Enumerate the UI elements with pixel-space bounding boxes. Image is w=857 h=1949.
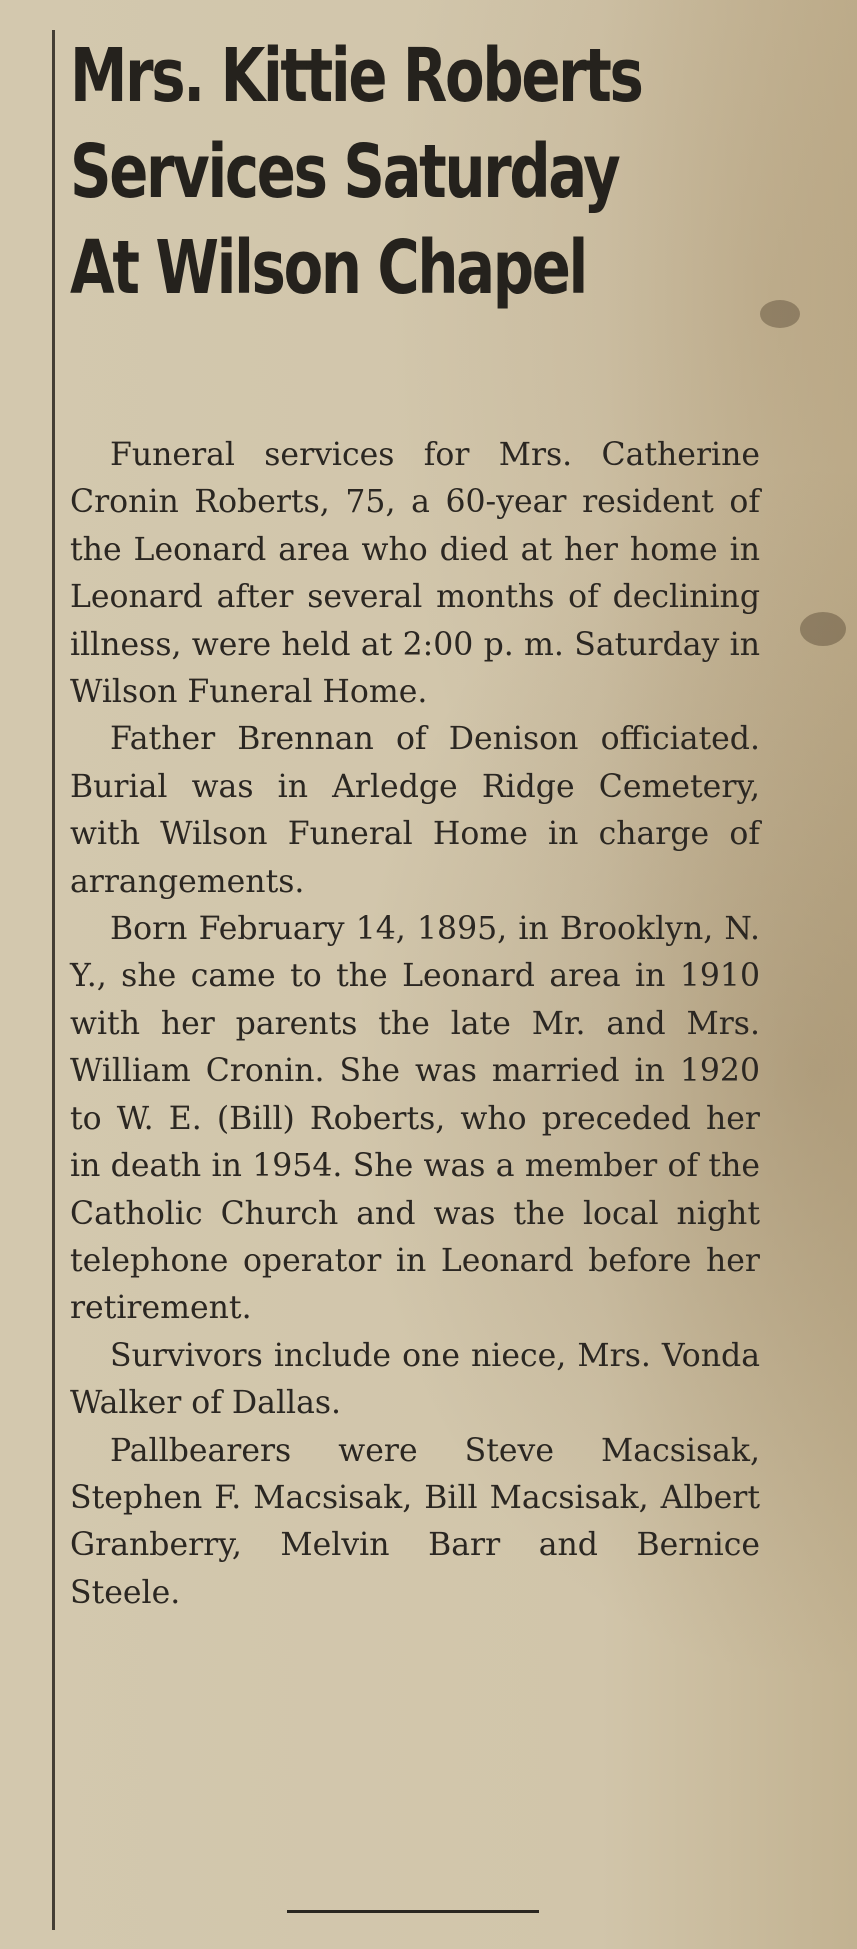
paragraph-survivors: Survivors include one niece, Mrs. Vonda Walker of Dallas. (70, 1337, 760, 1422)
paper-damage-mark (800, 612, 846, 646)
paragraph-burial: Father Brennan of Denison officiated. Burial was in Arledge Ridge Cemetery, with Wilson Funeral Home in charge of arrangements. (70, 721, 760, 900)
headline (70, 28, 642, 316)
column-rule (52, 30, 55, 1930)
paragraph-pallbearers: Pallbearers were Steve Macsisak, Stephen F. Macsisak, Bill Macsisak, Albert Granberry, Melvin Barr and Bernice Steele. (70, 1432, 760, 1611)
paragraph-funeral-services: Funeral services for Mrs. Catherine Cronin Roberts, 75, a 60-year resident of the Leonard area who died at her home in Leonard after several months of declining illness, were held at 2:00 p. m. Saturday in Wilson Funeral Home. (70, 437, 760, 711)
headline-line-1: Mrs. Kittie Roberts (70, 33, 642, 119)
end-rule (287, 1910, 539, 1913)
paragraph-biography: Born February 14, 1895, in Brooklyn, N. Y., she came to the Leonard area in 1910 with her parents the late Mr. and Mrs. William Cronin. She was married in 1920 to W. E. (Bill) Roberts, who preceded her in death in 1954. She was a member of the Catholic Church and was the local night telephone operator in Leonard before her retirement. (70, 911, 760, 1327)
headline-line-2: Services Saturday (70, 129, 619, 215)
headline-line-3: At Wilson Chapel (70, 225, 587, 311)
article-body (70, 432, 760, 1617)
paper-damage-mark (760, 300, 800, 328)
